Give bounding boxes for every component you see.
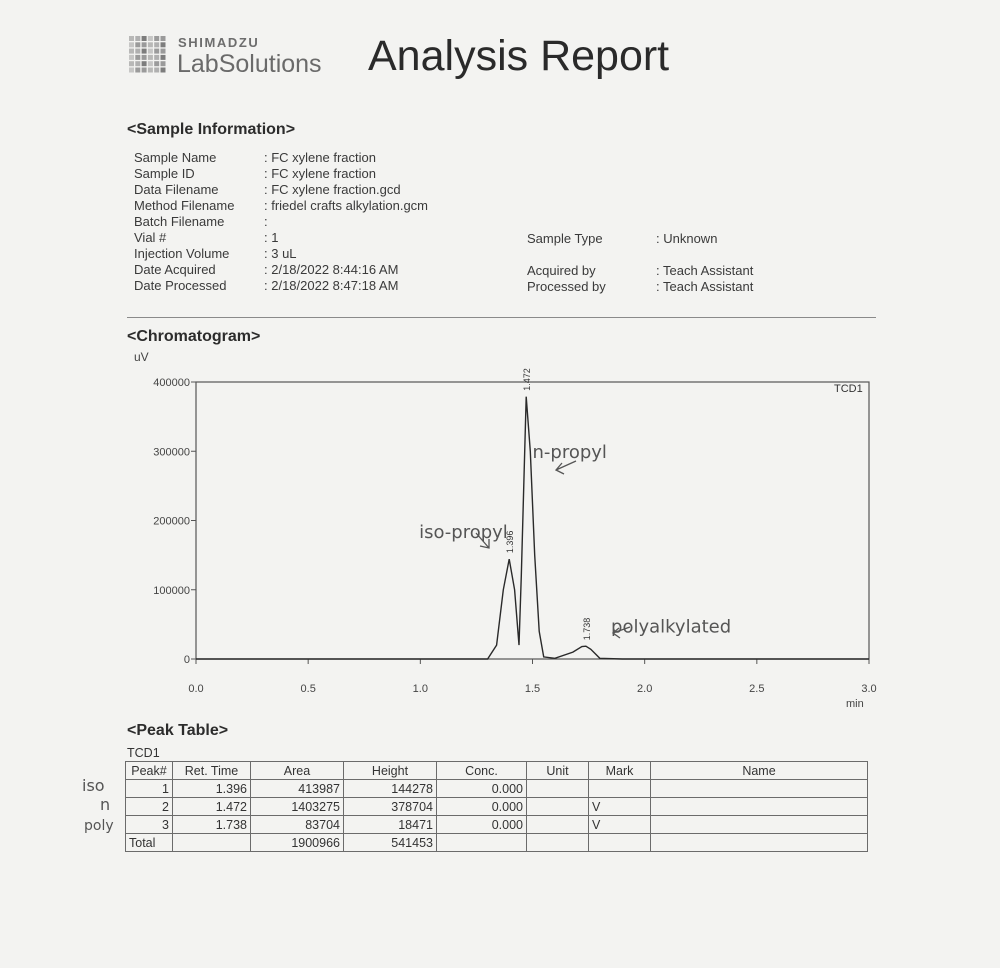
field-label: Batch Filename — [134, 214, 225, 229]
table-cell: 144278 — [344, 780, 437, 798]
field-label: Injection Volume — [134, 246, 230, 261]
table-cell — [651, 780, 868, 798]
table-cell: 18471 — [344, 816, 437, 834]
table-cell: Total — [126, 834, 173, 852]
brand-product-name: LabSolutions — [177, 50, 322, 78]
y-tick-label: 100000 — [153, 584, 190, 597]
detector-label: TCD1 — [834, 383, 863, 395]
column-header: Name — [651, 762, 868, 780]
peak-label: 1.738 — [581, 617, 592, 641]
chart-trace — [196, 397, 869, 659]
y-tick-label: 0 — [183, 654, 190, 666]
y-tick-label: 200000 — [153, 515, 190, 528]
sample-type-value: : Unknown — [656, 231, 718, 246]
field-value: : friedel crafts alkylation.gcm — [264, 198, 429, 213]
table-cell: 0.000 — [437, 816, 527, 834]
handwritten-annotation: iso-propyl — [419, 521, 508, 543]
table-cell: 1403275 — [251, 798, 344, 816]
x-tick-label: 1.5 — [524, 683, 541, 695]
series-line-tcd1 — [196, 397, 869, 659]
table-cell — [589, 834, 651, 852]
column-header: Conc. — [437, 762, 527, 780]
acquired-by-label: Acquired by — [527, 263, 596, 278]
table-cell: 83704 — [251, 816, 344, 834]
table-cell — [651, 834, 868, 852]
table-cell — [527, 798, 589, 816]
table-cell: 1.396 — [173, 780, 251, 798]
table-cell: 0.000 — [437, 798, 527, 816]
plot-frame — [196, 382, 869, 659]
chart-axes — [196, 382, 869, 659]
x-tick-label: 0.0 — [188, 683, 204, 695]
field-label: Date Processed — [134, 278, 227, 293]
x-tick-label: 1.0 — [412, 683, 428, 695]
table-cell: 1 — [126, 780, 173, 798]
table-cell: 2 — [126, 798, 173, 816]
column-header: Area — [251, 762, 344, 780]
handwritten-annotation: polyalkylated — [611, 616, 732, 638]
margin-note-poly: poly — [84, 818, 114, 834]
column-header: Ret. Time — [173, 762, 251, 780]
x-tick-label: 2.5 — [749, 683, 765, 695]
table-row — [126, 816, 868, 834]
processed-by-value: : Teach Assistant — [656, 279, 754, 294]
field-value: : 3 uL — [264, 246, 297, 261]
x-tick-label: 2.0 — [637, 683, 653, 695]
table-cell: 541453 — [344, 834, 437, 852]
field-value: : FC xylene fraction.gcd — [264, 182, 401, 197]
table-cell — [651, 798, 868, 816]
column-header: Peak# — [126, 762, 173, 780]
table-cell — [527, 816, 589, 834]
processed-by-label: Processed by — [527, 279, 606, 294]
peak-table — [125, 761, 868, 852]
table-cell — [651, 816, 868, 834]
peak-label: 1.396 — [505, 530, 516, 554]
field-value: : — [264, 214, 268, 229]
table-row — [126, 780, 868, 798]
column-header: Unit — [527, 762, 589, 780]
chromatogram-heading: <Chromatogram> — [127, 328, 261, 345]
y-tick-label: 400000 — [153, 377, 190, 389]
column-header: Mark — [589, 762, 651, 780]
table-cell: 378704 — [344, 798, 437, 816]
table-cell — [589, 780, 651, 798]
table-total-row — [126, 834, 868, 852]
sample-type-label: Sample Type — [527, 231, 603, 246]
brand-name: SHIMADZU — [178, 35, 260, 50]
field-value: : FC xylene fraction — [264, 166, 376, 181]
table-cell: 1.472 — [173, 798, 251, 816]
table-header-row — [126, 762, 868, 780]
peak-table-detector: TCD1 — [127, 746, 160, 760]
field-label: Sample ID — [134, 166, 195, 181]
peak-table-heading: <Peak Table> — [127, 722, 229, 739]
field-label: Date Acquired — [134, 262, 216, 277]
table-cell: 413987 — [251, 780, 344, 798]
field-label: Vial # — [134, 230, 167, 245]
acquired-by-value: : Teach Assistant — [656, 263, 754, 278]
table-cell — [173, 834, 251, 852]
table-cell: V — [589, 816, 651, 834]
table-row — [126, 798, 868, 816]
y-unit-label: uV — [134, 350, 149, 364]
table-cell: 1900966 — [251, 834, 344, 852]
y-tick-label: 300000 — [153, 446, 190, 459]
table-cell: 0.000 — [437, 780, 527, 798]
field-value: : 2/18/2022 8:47:18 AM — [264, 278, 399, 293]
field-label: Data Filename — [134, 182, 219, 197]
margin-note-iso: iso — [82, 776, 105, 795]
field-value: : 2/18/2022 8:44:16 AM — [264, 262, 399, 277]
column-header: Height — [344, 762, 437, 780]
peak-label: 1.472 — [522, 368, 533, 391]
table-cell: V — [589, 798, 651, 816]
table-cell: 3 — [126, 816, 173, 834]
x-tick-label: 0.5 — [300, 683, 316, 695]
field-label: Sample Name — [134, 150, 217, 165]
x-tick-label: 3.0 — [861, 683, 877, 695]
handwritten-annotation: n-propyl — [532, 442, 607, 464]
field-label: Method Filename — [134, 198, 235, 213]
table-cell — [527, 780, 589, 798]
table-cell — [527, 834, 589, 852]
table-cell — [437, 834, 527, 852]
table-cell: 1.738 — [173, 816, 251, 834]
sample-info-heading: <Sample Information> — [127, 121, 296, 138]
field-value: : 1 — [264, 230, 279, 245]
report-title: Analysis Report — [368, 32, 670, 80]
margin-note-n: n — [100, 795, 111, 814]
chart-labels — [419, 368, 731, 640]
field-value: : FC xylene fraction — [264, 150, 376, 165]
x-unit-label: min — [846, 698, 864, 710]
